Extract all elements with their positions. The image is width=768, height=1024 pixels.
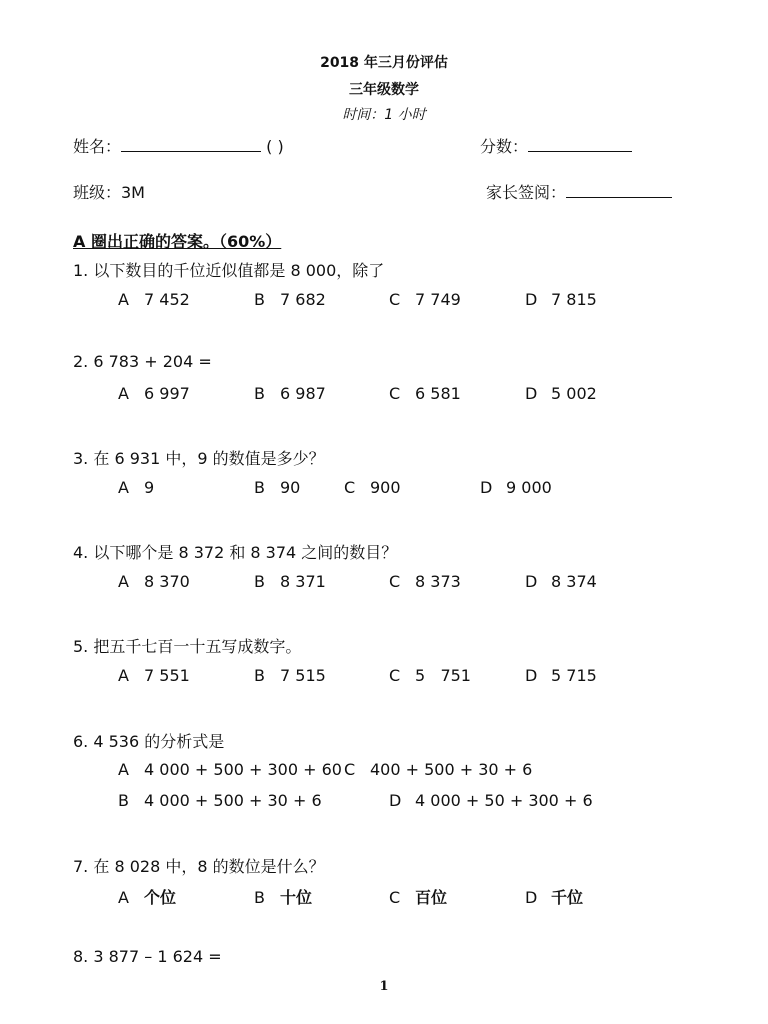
document-title: 2018 年三月份评估 [320,55,448,71]
option-2d: D 5 002 [525,384,597,403]
option-6d: D 4 000 + 50 + 300 + 6 [389,791,593,810]
parent-signature-blank [566,183,672,198]
option-6a: A 4 000 + 500 + 300 + 60 [118,760,342,779]
option-1a: A 7 452 [118,290,190,309]
question-3: 3. 在 6 931 中，9 的数值是多少？ [73,449,325,468]
class-field: 班级：3M [73,183,145,202]
option-3a: A 9 [118,478,155,497]
option-4b: B 8 371 [254,572,326,591]
option-2c: C 6 581 [389,384,461,403]
option-1d: D 7 815 [525,290,597,309]
section-heading: A 圈出正确的答案。（60%） [73,232,282,251]
option-5a: A 7 551 [118,666,190,685]
option-1c: C 7 749 [389,290,461,309]
page-number: 1 [379,979,389,994]
question-2: 2. 6 783 + 204 = [73,352,212,371]
option-3c: C 900 [344,478,401,497]
document-subtitle: 三年级数学 [349,82,419,98]
score-blank [528,137,632,152]
question-6: 6. 4 536 的分析式是 [73,732,225,751]
option-7c: C 百位 [389,888,448,907]
option-4c: C 8 373 [389,572,461,591]
option-3b: B 90 [254,478,301,497]
option-7d: D 千位 [525,888,584,907]
option-7a: A 个位 [118,888,177,907]
question-7: 7. 在 8 028 中，8 的数位是什么？ [73,857,325,876]
name-paren: ( ) [266,137,284,156]
option-5c: C 5 751 [389,666,471,685]
score-label: 分数： [480,137,529,156]
question-5: 5. 把五千七百一十五写成数字。 [73,637,302,656]
score-field [480,134,632,157]
option-1b: B 7 682 [254,290,326,309]
option-4d: D 8 374 [525,572,597,591]
option-6c: C 400 + 500 + 30 + 6 [344,760,533,779]
time-allowed: 时间：1 小时 [342,107,426,123]
option-6b: B 4 000 + 500 + 30 + 6 [118,791,322,810]
option-2a: A 6 997 [118,384,190,403]
name-blank [121,137,261,152]
option-3d: D 9 000 [480,478,552,497]
option-7b: B 十位 [254,888,313,907]
name-label: 姓名： [73,137,122,156]
question-1: 1. 以下数目的千位近似值都是 8 000，除了 [73,261,385,280]
name-field [73,134,284,157]
option-5d: D 5 715 [525,666,597,685]
parent-signature-field [486,180,672,203]
option-2b: B 6 987 [254,384,326,403]
parent-signature-label: 家长签阅： [486,183,567,202]
question-8: 8. 3 877 – 1 624 = [73,947,222,966]
question-4: 4. 以下哪个是 8 372 和 8 374 之间的数目？ [73,543,398,562]
option-4a: A 8 370 [118,572,190,591]
option-5b: B 7 515 [254,666,326,685]
